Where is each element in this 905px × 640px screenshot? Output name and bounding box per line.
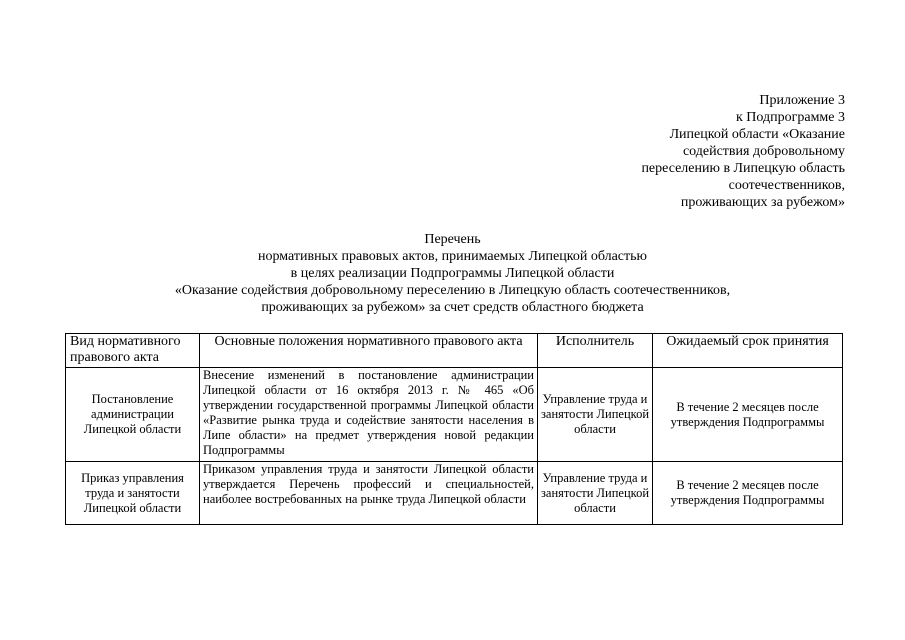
- header-act-type: Вид нормативного правового акта: [66, 334, 200, 368]
- appendix-line: Липецкой области «Оказание: [669, 127, 845, 142]
- appendix-line: к Подпрограмме 3: [735, 110, 845, 125]
- table-header-row: [66, 334, 843, 368]
- heading-line: «Оказание содействия добровольному переселению в Липецкую область соотечественников,: [174, 283, 731, 298]
- cell-deadline: В течение 2 месяцев после утверждения Подпрограммы: [653, 368, 843, 462]
- heading-line: нормативных правовых актов, принимаемых Липецкой областью: [258, 249, 647, 264]
- cell-act-type: Постановление администрации Липецкой области: [66, 368, 200, 462]
- document-heading: [0, 231, 905, 316]
- cell-act-type: Приказ управления труда и занятости Липецкой области: [66, 462, 200, 525]
- appendix-line: Приложение 3: [759, 93, 845, 108]
- appendix-block: [641, 92, 845, 211]
- header-act-content: Основные положения нормативного правового акта: [200, 334, 538, 368]
- header-deadline: Ожидаемый срок принятия: [653, 334, 843, 368]
- cell-deadline: В течение 2 месяцев после утверждения Подпрограммы: [653, 462, 843, 525]
- header-executor: Исполнитель: [538, 334, 653, 368]
- appendix-line: переселению в Липецкую область: [641, 161, 845, 176]
- table-row: [66, 368, 843, 462]
- appendix-line: соотечественников,: [728, 178, 845, 193]
- acts-table: [65, 333, 843, 525]
- cell-executor: Управление труда и занятости Липецкой области: [538, 368, 653, 462]
- heading-line: в целях реализации Подпрограммы Липецкой области: [290, 266, 615, 281]
- cell-act-content: Приказом управления труда и занятости Липецкой области утверждается Перечень профессий и специальностей, наиболее востребованных на рынке труда Липецкой области: [200, 462, 538, 525]
- appendix-line: проживающих за рубежом»: [680, 195, 845, 210]
- cell-executor: Управление труда и занятости Липецкой области: [538, 462, 653, 525]
- heading-line: проживающих за рубежом» за счет средств областного бюджета: [261, 300, 644, 315]
- table-row: [66, 462, 843, 525]
- appendix-line: содействия добровольному: [682, 144, 845, 159]
- cell-act-content: Внесение изменений в постановление администрации Липецкой области от 16 октября 2013 г. № 465 «Об утверждении государственной программы Липецкой области «Развитие рынка труда и содействие занятости населения в Липе области» на предмет утверждения новой редакции Подпрограммы: [200, 368, 538, 462]
- heading-line: Перечень: [424, 232, 481, 247]
